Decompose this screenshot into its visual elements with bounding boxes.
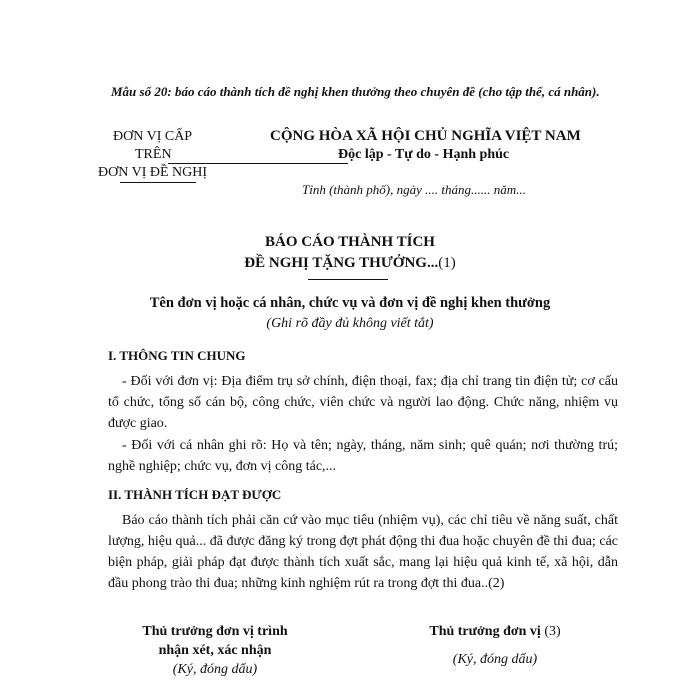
proposing-unit: ĐƠN VỊ ĐỀ NGHỊ <box>98 165 208 180</box>
motto-underline <box>168 163 348 164</box>
paragraph-individual-info: - Đối với cá nhân ghi rõ: Họ và tên; ngày, tháng, năm sinh; quê quán; nơi thường trú; nghề nghiệp; chức vụ, đơn vị công tác,... <box>108 438 618 474</box>
signature-title-superior-line1: Thủ trưởng đơn vị trình <box>142 624 288 639</box>
footnote-ref-3: (3) <box>540 624 561 639</box>
signature-title-unit-head: Thủ trưởng đơn vị <box>429 624 541 639</box>
form-caption <box>95 82 625 101</box>
paragraph-achievements <box>108 510 618 594</box>
signature-title-superior-line2: nhận xét, xác nhận <box>158 643 272 658</box>
paragraph-achievements-text: Báo cáo thành tích phải căn cứ vào mục tiêu (nhiệm vụ), các chỉ tiêu về năng suất, chất lượng, hiệu quả... đã được đăng ký trong đợt phát động thi đua hoặc chuyên đề thi đua; các biện pháp, giải pháp đạt được thành tích xuất sắc, mang lại hiệu quả kinh tế, xã hội, dẫn đầu phong trào thi đua; những kinh nghiệm rút ra trong đợt thi đua..(2) <box>108 513 618 591</box>
subject-line: Tên đơn vị hoặc cá nhân, chức vụ và đơn vị đề nghị khen thưởng <box>149 295 551 311</box>
paragraph-unit-info: - Đối với đơn vị: Địa điểm trụ sở chính, điện thoại, fax; địa chỉ trang tin điện tử; cơ cấu tổ chức, tổng số cán bộ, công chức, viên chức và người lao động. Chức năng, nhiệm vụ được giao. <box>108 374 618 431</box>
signature-block-superior <box>120 622 310 679</box>
national-motto: Độc lập - Tự do - Hạnh phúc <box>338 147 510 162</box>
report-title: BÁO CÁO THÀNH TÍCH <box>265 234 435 250</box>
national-title: CỘNG HÒA XÃ HỘI CHỦ NGHĨA VIỆT NAM <box>270 128 581 144</box>
footnote-ref-1: (1) <box>438 255 456 271</box>
superior-unit-line2: TRÊN <box>135 147 172 162</box>
section-heading-general-info: I. THÔNG TIN CHUNG <box>108 348 246 363</box>
superior-unit-line1: ĐƠN VỊ CẤP <box>113 129 193 144</box>
signature-note-superior: (Ký, đóng dấu) <box>172 662 258 677</box>
form-number: Mẫu số 20 <box>111 84 168 99</box>
signature-note-unit-head: (Ký, đóng dấu) <box>452 652 538 667</box>
place-date: Tỉnh (thành phố), ngày .... tháng...... năm... <box>302 182 526 197</box>
signature-block-unit-head <box>395 622 595 669</box>
proposing-unit-underline <box>120 182 196 183</box>
report-subtitle <box>160 254 540 273</box>
form-caption-end: . <box>596 84 600 99</box>
subject-note: (Ghi rõ đầy đủ không viết tắt) <box>266 316 434 331</box>
issuing-authority <box>95 128 240 182</box>
section-heading-achievements: II. THÀNH TÍCH ĐẠT ĐƯỢC <box>108 487 282 502</box>
form-description: : báo cáo thành tích đề nghị khen thưởng theo chuyên đề (cho tập thể, cá nhân) <box>167 84 597 99</box>
report-subtitle-text: ĐỀ NGHỊ TẶNG THƯỞNG... <box>244 255 439 271</box>
title-underline <box>308 279 388 280</box>
